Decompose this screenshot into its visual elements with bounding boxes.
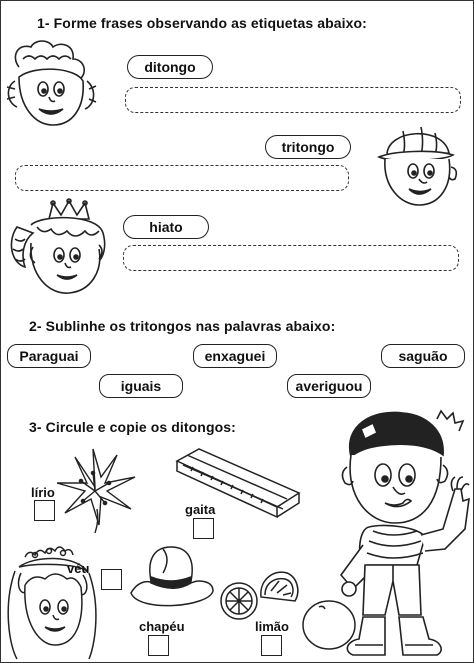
label-ditongo: ditongo	[127, 55, 213, 79]
hat-illustration	[129, 541, 215, 615]
word-veu: véu	[67, 561, 90, 576]
sentence-line-hiato[interactable]	[123, 245, 459, 271]
label-hiato: hiato	[123, 215, 209, 239]
section-2-heading: 2- Sublinhe os tritongos nas palavras abaixo:	[29, 318, 336, 334]
princess-crown-illustration	[7, 197, 117, 299]
answer-box-lirio[interactable]	[34, 500, 55, 521]
girl-pigtails-illustration	[5, 37, 97, 133]
lily-flower-illustration	[55, 447, 137, 533]
word-saguao[interactable]: saguão	[381, 344, 465, 368]
boy-cap-illustration	[373, 121, 463, 211]
word-lirio: lírio	[31, 485, 55, 500]
word-paraguai[interactable]: Paraguai	[7, 344, 91, 368]
word-limao: limão	[255, 619, 289, 634]
section-3-heading: 3- Circule e copie os ditongos:	[29, 419, 236, 435]
section-1-heading: 1- Forme frases observando as etiquetas abaixo:	[37, 15, 367, 31]
answer-box-veu[interactable]	[101, 569, 122, 590]
boy-waving-illustration	[333, 405, 471, 661]
word-chapeu: chapéu	[139, 619, 185, 634]
sentence-line-tritongo[interactable]	[15, 165, 349, 191]
answer-box-gaita[interactable]	[193, 518, 214, 539]
word-gaita: gaita	[185, 502, 216, 517]
answer-box-limao[interactable]	[261, 635, 282, 656]
sentence-line-ditongo[interactable]	[125, 87, 461, 113]
word-averiguou[interactable]: averiguou	[287, 374, 371, 398]
answer-box-chapeu[interactable]	[148, 635, 169, 656]
word-enxaguei[interactable]: enxaguei	[193, 344, 277, 368]
word-iguais[interactable]: iguais	[99, 374, 183, 398]
label-tritongo: tritongo	[265, 135, 351, 159]
